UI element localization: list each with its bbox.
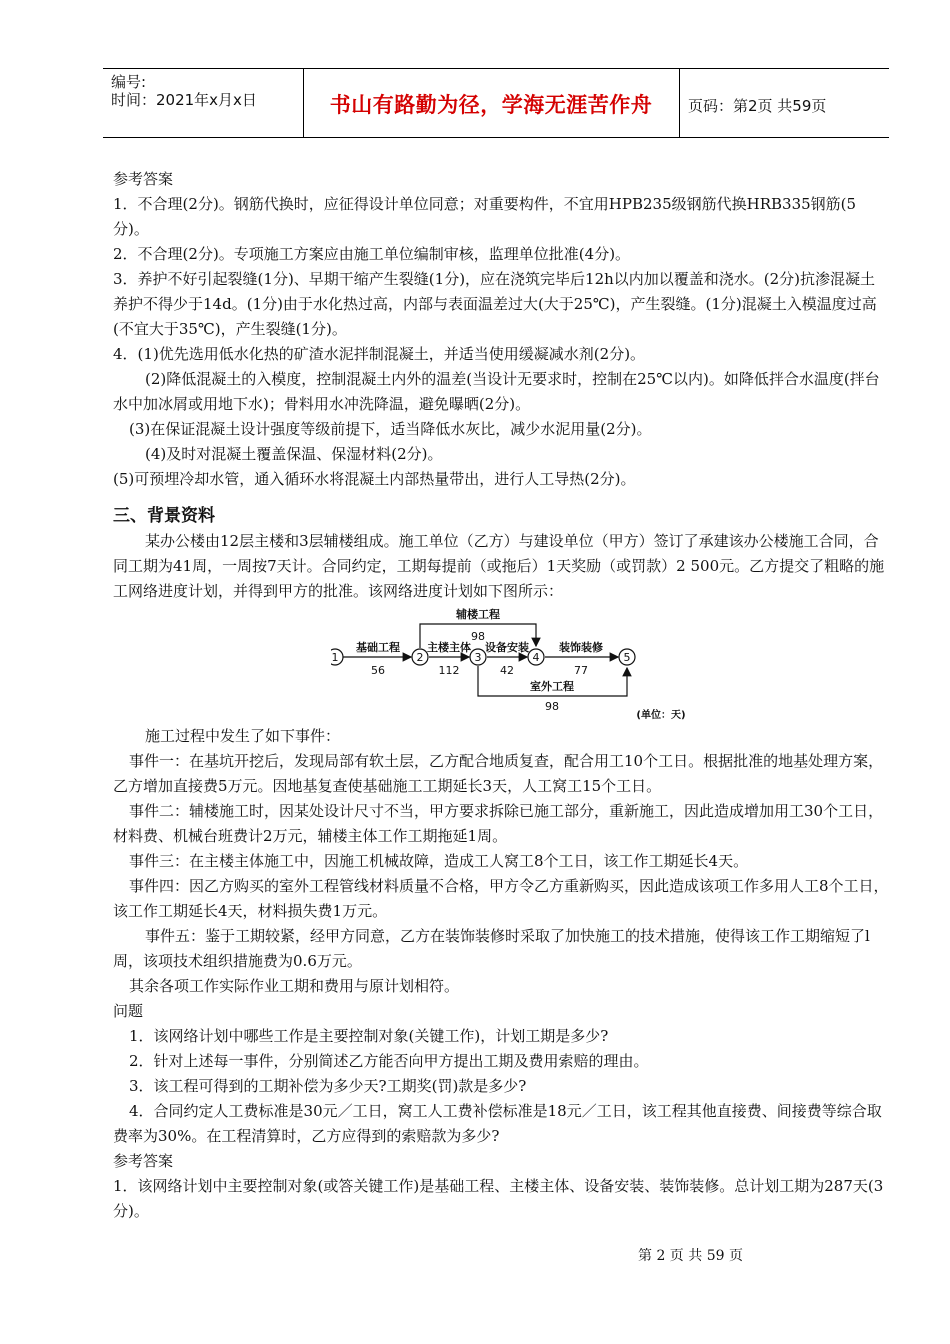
node-label: 4	[532, 651, 540, 664]
node-label: 2	[416, 651, 424, 664]
activity-name: 主楼主体	[427, 641, 471, 654]
page-info: 页码：第2页 共59页	[688, 97, 827, 115]
node-label: 3	[474, 651, 482, 664]
answer-line: (5)可预埋冷却水管，通入循环水将混凝土内部热量带出，进行人工导热(2分)。	[113, 470, 636, 488]
header-meta-cell	[103, 69, 304, 137]
header-motto-cell	[303, 69, 680, 137]
question-item: 1．该网络计划中哪些工作是主要控制对象(关键工作)，计划工期是多少?	[129, 1027, 609, 1045]
activity-name: 装饰装修	[559, 641, 603, 654]
activity-name: 基础工程	[356, 641, 400, 654]
answer-line: 1．不合理(2分)。钢筋代换时，应征得设计单位同意；对重要构件，不宜用HPB235级钢筋代换HRB335钢筋(5分)。	[113, 195, 857, 238]
event-item: 事件三：在主楼主体施工中，因施工机械故障，造成工人窝工8个工日，该工作工期延长4天。	[129, 852, 749, 870]
unit-note: (单位：天)	[636, 710, 686, 721]
answer-line: 4．(1)优先选用低水化热的矿渣水泥拌制混凝土，并适当使用缓凝减水剂(2分)。	[113, 345, 646, 363]
activity-duration: 42	[500, 664, 514, 677]
activity-duration: 98	[471, 630, 485, 643]
header-page-cell	[680, 69, 889, 137]
answer-line: 1．该网络计划中主要控制对象(或答关键工作)是基础工程、主楼主体、设备安装、装饰装修。总计划工期为287天(3分)。	[113, 1177, 884, 1220]
activity-name: 设备安装	[485, 641, 529, 654]
activity-name: 室外工程	[530, 680, 574, 693]
answer-title: 参考答案	[113, 170, 174, 188]
activity-duration: 77	[574, 664, 588, 677]
events-intro: 施工过程中发生了如下事件：	[145, 727, 341, 745]
question-item: 2．针对上述每一事件，分别简述乙方能否向甲方提出工期及费用索赔的理由。	[129, 1052, 649, 1070]
answer-line: (4)及时对混凝土覆盖保温、保湿材料(2分)。	[145, 445, 443, 463]
activity-duration: 112	[438, 664, 460, 677]
document-header	[103, 68, 889, 138]
node-label: 5	[623, 651, 631, 664]
answer-title: 参考答案	[113, 1152, 174, 1170]
questions-title: 问题	[113, 1002, 144, 1020]
question-item: 4．合同约定人工费标准是30元／工日，窝工人工费补偿标准是18元／工日，该工程其他直接费、间接费等综合取费率为30%。在工程清算时，乙方应得到的索赔款为多少?	[113, 1102, 882, 1145]
date-label: 时间：2021年x月x日	[111, 91, 257, 109]
answer-line: (3)在保证混凝土设计强度等级前提下，适当降低水灰比，减少水泥用量(2分)。	[129, 420, 652, 438]
section-heading: 三、背景资料	[113, 506, 215, 526]
answer-line: (2)降低混凝土的入模度，控制混凝土内外的温差(当设计无要求时，控制在25℃以内)。如降低拌合水温度(拌台水中加冰屑或用地下水)；骨料用水冲洗降温，避免曝晒(2分)。	[113, 370, 880, 413]
event-item: 事件五：鉴于工期较紧，经甲方同意，乙方在装饰装修时采取了加快施工的技术措施，使得该工作工期缩短了l周，该项技术组织措施费为0.6万元。	[113, 927, 870, 970]
network-svg	[331, 604, 811, 724]
events-remaining: 其余各项工作实际作业工期和费用与原计划相符。	[129, 977, 460, 995]
event-item: 事件二：辅楼施工时，因某处设计尺寸不当，甲方要求拆除已施工部分，重新施工，因此造成增加用工30个工日，材料费、机械台班费计2万元，辅楼主体工作工期拖延1周。	[113, 802, 884, 845]
activity-duration: 98	[545, 700, 559, 713]
answer-line: 3．养护不好引起裂缝(1分)、早期干缩产生裂缝(1分)，应在浇筑完毕后12h以内加以覆盖和浇水。(2分)抗渗混凝土养护不得少于14d。(1分)由于水化热过高，内部与表面温差过大(大于25℃)，产生裂缝。(1分)混凝土入模温度过高(不宜大于35℃)，产生裂缝(1分)。	[113, 270, 877, 338]
number-label: 编号:	[111, 73, 147, 91]
event-item: 事件四：因乙方购买的室外工程管线材料质量不合格，甲方令乙方重新购买，因此造成该项工作多用人工8个工日，该工作工期延长4天，材料损失费1万元。	[113, 877, 889, 920]
question-item: 3．该工程可得到的工期补偿为多少天?工期奖(罚)款是多少?	[129, 1077, 527, 1095]
node-label: 1	[331, 651, 339, 664]
background-paragraph: 某办公楼由12层主楼和3层辅楼组成。施工单位（乙方）与建设单位（甲方）签订了承建该办公楼施工合同，合同工期为41周，一周按7天计。合同约定，工期每提前（或拖后）1天奖励（或罚款）2 500元。乙方提交了粗略的施工网络进度计划，并得到甲方的批准。该网络进度计划如下图所示：	[113, 532, 885, 600]
page-footer: 第 2 页 共 59 页	[638, 1248, 743, 1264]
network-diagram	[113, 604, 889, 724]
answer-line: 2．不合理(2分)。专项施工方案应由施工单位编制审核，监理单位批准(4分)。	[113, 245, 631, 263]
motto: 书山有路勤为径，学海无涯苦作舟	[329, 93, 653, 117]
activity-duration: 56	[371, 664, 385, 677]
document-body	[113, 167, 889, 1224]
event-item: 事件一：在基坑开挖后，发现局部有软土层，乙方配合地质复查，配合用工10个工日。根据批准的地基处理方案，乙方增加直接费5万元。因地基复查使基础施工工期延长3天，人工窝工15个工日。	[113, 752, 884, 795]
activity-name: 辅楼工程	[456, 608, 500, 621]
